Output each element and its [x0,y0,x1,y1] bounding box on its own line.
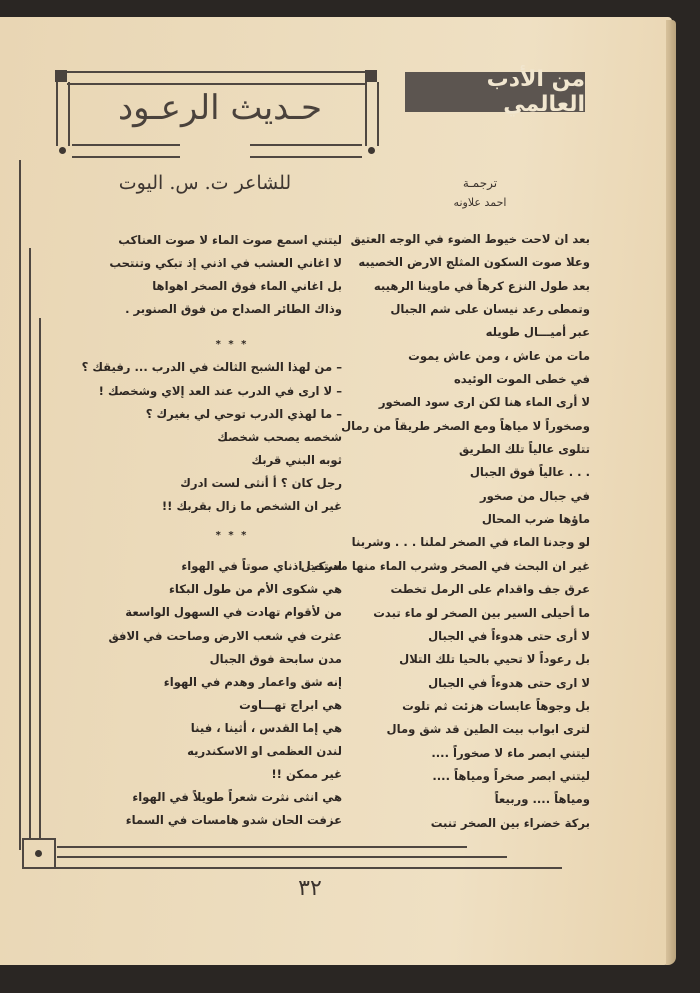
frame-line [377,82,379,146]
verse-line: لا أرى حتى هدوءاً في الجبال [428,628,590,643]
verse-line: ماؤها ضرب المحال [481,512,590,527]
verse-line: وتمطى رعد نيسان على شم الجبال [390,302,590,317]
poem-title: حـديث الرعـود [118,88,322,128]
verse-line: بل اغاني الماء فوق الصخر اهواها [152,279,342,294]
frame-line [67,71,365,73]
verse-line: وذاك الطائر الصداح من فوق الصنوبر . [125,302,342,317]
translator-name: احمد علاونه [453,196,507,209]
verse-line: غير ممكن !! [271,767,342,782]
frame-dot [368,147,375,154]
verse-line: لندن العظمى او الاسكندريه [187,743,342,758]
frame-line [57,856,507,858]
verse-line: – ما لهذي الدرب توحي لي بغيرك ؟ [145,406,342,421]
verse-line: هي شكوى الأم من طول البكاء [168,582,342,597]
frame-line [39,318,41,838]
verse-line: لو وجدنا الماء في الصخر لملنا . . . وشربنا [351,535,590,550]
verse-line: لا أرى الماء هنا لكن ارى سود الصخور [378,395,590,410]
page-edge [666,20,676,965]
verse-line: في خطى الموت الوئيده [453,372,590,387]
verse-line: عثرت في شعب الارض وصاحت في الافق [108,628,342,643]
frame-line [72,144,180,146]
verse-line: وصخوراً لا مياهاً ومع الصخر طريقاً من رمال [341,418,590,433]
verse-line: عرق جف واقدام على الرمل تخطت [390,582,590,597]
verse-line: إنه شق واعمار وهدم في الهواء [163,674,342,689]
verse-line: – لا ارى في الدرب عند العد إلاي وشخصك ! [98,383,342,398]
verse-line: غير ان الشخص ما زال بقربك !! [161,499,342,514]
verse-line: مدن سابحة فوق الجبال [209,651,342,666]
poem-column-left [82,229,342,832]
verse-line: ليتني ابصر صخراً ومياهاً .... [432,768,590,783]
verse-line: ليتني ابصر ماء لا صخوراً .... [431,745,590,760]
frame-line [57,846,467,848]
verse-line: هي انثى نثرت شعراً طويلاً في الهواء [132,790,342,805]
verse-line: لا ارى حتى هدوءاً في الجبال [428,675,590,690]
frame-line [250,156,362,158]
stanza-separator: * * * [215,339,249,351]
page-number: ٣٢ [298,876,322,901]
frame-line [54,838,56,868]
frame-corner-square [365,70,377,82]
frame-line [72,156,180,158]
verse-line: رجل كان ؟ أ أنثى لست ادرك [180,475,342,490]
verse-line: لترى ابواب بيت الطين قد شق ومال [386,722,590,737]
verse-line: . . . عالياً فوق الجبال [469,465,590,480]
stanza-separator: * * * [215,530,249,542]
stanza-gap [82,321,342,333]
verse-line: مات من عاش ، ومن عاش يموت [408,348,590,363]
frame-line [22,838,24,868]
section-label: من الأدب العالمي [405,72,585,112]
verse-line: عزفت الحان شدو هامسات في السماء [125,813,342,828]
verse-line: هي إما القدس ، أثينا ، فينا [190,720,342,735]
verse-line: بعد ان لاحت خيوط الضوء في الوجه العتيق [350,232,590,246]
verse-line: بعد طول النزع كرهاً في ماوينا الرهيبه [373,278,590,293]
verse-line: هي ابراج تهـــاوت [239,697,342,712]
verse-line: ومياهاً .... وربيعاً [494,792,590,807]
translator-label: ترجمـة [462,176,498,190]
verse-line: من لأقوام تهادت في السهول الواسعة [125,605,342,620]
verse-line: غير ان البحث في الصخر وشرب الماء منها مستحيل [300,558,590,573]
frame-corner-square [55,70,67,82]
verse-line: بل وجوهاً عابسات هزئت ثم تلوت [402,698,590,713]
frame-line [19,160,21,850]
verse-line: تتلوى عالياً تلك الطريق [458,442,590,457]
frame-line [29,248,31,838]
verse-line: عبر أميـــال طويله [485,325,590,340]
poet-byline: للشاعر ت. س. اليوت [118,172,292,194]
stanza-gap [82,547,342,555]
verse-line: شخصه يصحب شخصك [217,429,342,444]
verse-line: بل رعوداً لا تحيي بالحيا تلك التلال [399,652,590,667]
verse-line: – من لهذا الشبح الثالث في الدرب ... رفيقك ؟ [81,360,342,375]
verse-line: ادركت اذناي صوتاً في الهواء [181,559,342,574]
frame-line [56,82,58,146]
verse-line: لا اغاني العشب في اذني إذ تبكي وتنتحب [109,256,342,271]
frame-dot [59,147,66,154]
frame-line [67,83,365,85]
verse-line: وعلا صوت السكون المثلج الارض الخصيبه [358,255,590,270]
verse-line: ثوبه البني قربك [251,452,342,467]
frame-line [22,867,562,869]
verse-line: ليتني اسمع صوت الماء لا صوت العناكب [118,233,342,247]
verse-line: ما أحيلى السير بين الصخر لو ماء تبدت [373,605,590,620]
verse-line: بركة خضراء بين الصخر تنبت [430,815,590,830]
verse-line: في جبال من صخور [479,488,590,503]
frame-line [250,144,362,146]
frame-dot [35,850,42,857]
frame-line [22,838,55,840]
